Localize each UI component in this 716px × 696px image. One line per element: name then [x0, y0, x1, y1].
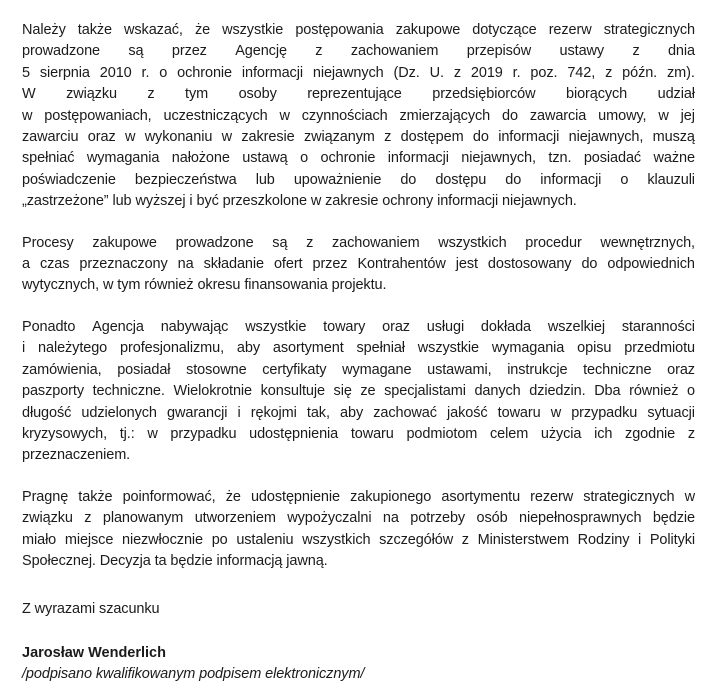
text-line: kryzysowych, tj.: w przypadku udostępnienia towaru podmiotom celem użycia ich zgodnie z — [22, 425, 695, 442]
paragraph — [22, 20, 695, 213]
text-line: związku z planowanym utworzeniem wypożyczalni na potrzeby osób niepełnosprawnych będzie — [22, 510, 695, 527]
text-line: 5 sierpnia 2010 r. o ochronie informacji niejawnych (Dz. U. z 2019 r. poz. 742, z późn. zm). — [22, 64, 695, 81]
text-line: Procesy zakupowe prowadzone są z zachowaniem wszystkich procedur wewnętrznych, — [22, 234, 695, 251]
text-line: poświadczenie bezpieczeństwa lub upoważnienie do dostępu do informacji o klauzuli — [22, 171, 695, 188]
text-line: paszporty techniczne. Wielokrotnie konsultuje się ze specjalistami danych dziedzin. Dba również o — [22, 383, 695, 400]
text-line: a czas przeznaczony na składanie ofert przez Kontrahentów jest dostosowany do odpowiednich — [22, 256, 695, 273]
text-line: zamówienia, posiadał stosowne certyfikaty wymagane ustawami, instrukcje techniczne oraz — [22, 361, 695, 378]
text-line: wytycznych, w tym również okresu finansowania projektu. — [22, 277, 387, 294]
text-line: i należytego profesjonalizmu, aby asortyment spełniał wszystkie wymagania opisu przedmiotu — [22, 340, 695, 357]
text-line: przeznaczeniem. — [22, 447, 131, 464]
text-line: w postępowaniach, uczestniczących w czynnościach zmierzających do zawarcia umowy, w jej — [22, 107, 695, 124]
paragraph — [22, 317, 695, 467]
paragraph — [22, 487, 695, 573]
text-line: długość udzielonych gwarancji i rękojmi tak, aby zachować jakość towaru w przypadku sytuacji — [22, 404, 695, 421]
paragraph — [22, 233, 695, 297]
text-line: prowadzone są przez Agencję z zachowaniem przepisów ustawy z dnia — [22, 43, 695, 60]
text-line: Społecznej. Decyzja ta będzie informacją jawną. — [22, 552, 328, 569]
text-line: miało miejsce niezwłocznie po ustaleniu wszystkich szczegółów z Ministerstwem Rodziny i Polityki — [22, 531, 695, 548]
text-line: W związku z tym osoby reprezentujące przedsiębiorców biorących udział — [22, 86, 695, 103]
signature-note: /podpisano kwalifikowanym podpisem elektronicznym/ — [22, 666, 365, 683]
text-line: Ponadto Agencja nabywając wszystkie towary oraz usługi dokłada wszelkiej staranności — [22, 318, 695, 335]
text-line: „zastrzeżone” lub wyższej i być przeszkolone w zakresie ochrony informacji niejawnych. — [22, 193, 577, 210]
text-line: zawarciu oraz w wykonaniu w zakresie związanym z dostępem do informacji niejawnych, muszą — [22, 129, 695, 146]
text-line: Pragnę także poinformować, że udostępnienie zakupionego asortymentu rezerw strategicznych w — [22, 488, 695, 505]
text-line: spełniać wymagania nałożone ustawą o ochronie informacji niejawnych, tzn. posiadać ważne — [22, 150, 695, 167]
signature-name: Jarosław Wenderlich — [22, 644, 166, 661]
text-line: Należy także wskazać, że wszystkie postępowania zakupowe dotyczące rezerw strategicznych — [22, 22, 695, 38]
closing-salutation: Z wyrazami szacunku — [22, 601, 160, 618]
